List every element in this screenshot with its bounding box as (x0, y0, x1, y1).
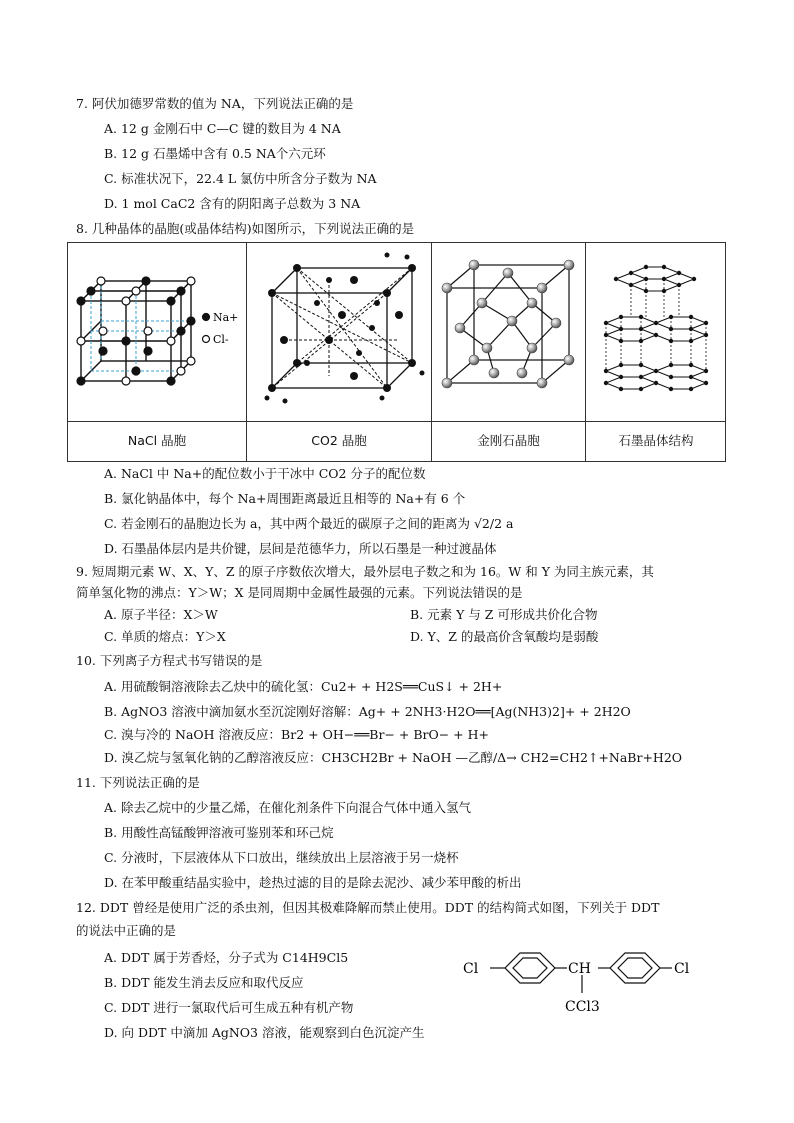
q9-option-a: A. 原子半径：X＞W (104, 607, 218, 622)
q8-option-c: C. 若金刚石的晶胞边长为 a，其中两个最近的碳原子之间的距离为 √2/2 a (104, 516, 514, 531)
q8-option-d: D. 石墨晶体层内是共价键，层间是范德华力，所以石墨是一种过渡晶体 (104, 541, 497, 556)
q11-option-d: D. 在苯甲酸重结晶实验中，趁热过滤的目的是除去泥沙、减少苯甲酸的析出 (104, 875, 522, 890)
ddt-cl-left: Cl (463, 961, 479, 977)
ddt-ch: CH (568, 961, 591, 977)
q8-option-a: A. NaCl 中 Na+的配位数小于干冰中 CO2 分子的配位数 (104, 466, 426, 481)
q7-option-d: D. 1 mol CaC2 含有的阴阳离子总数为 3 NA (104, 196, 361, 211)
q7-option-b: B. 12 g 石墨烯中含有 0.5 NA个六元环 (104, 146, 326, 161)
q9-stem-line2: 简单氢化物的沸点：Y＞W；X 是同周期中金属性最强的元素。下列说法错误的是 (76, 585, 523, 600)
q11-stem: 11. 下列说法正确的是 (76, 775, 200, 790)
q7-option-a: A. 12 g 金刚石中 C—C 键的数目为 4 NA (104, 121, 341, 136)
crystal-structure-figure (67, 242, 726, 462)
graphite-structure-diagram (586, 243, 726, 421)
q11-option-a: A. 除去乙烷中的少量乙烯，在催化剂条件下向混合气体中通入氢气 (104, 800, 471, 815)
q12-option-a: A. DDT 属于芳香烃，分子式为 C14H9Cl5 (104, 950, 349, 965)
caption-nacl: NaCl 晶胞 (127, 433, 187, 448)
q7-option-c: C. 标准状况下，22.4 L 氯仿中所含分子数为 NA (104, 171, 377, 186)
q10-option-d: D. 溴乙烷与氢氧化钠的乙醇溶液反应：CH3CH2Br + NaOH —乙醇/Δ→ CH2=CH2↑+NaBr+H2O (104, 750, 683, 765)
q10-option-c: C. 溴与冷的 NaOH 溶液反应：Br2 + OH−══Br− + BrO− + H+ (104, 727, 489, 742)
q12-option-d: D. 向 DDT 中滴加 AgNO3 溶液，能观察到白色沉淀产生 (104, 1025, 425, 1040)
q12-stem-line2: 的说法中正确的是 (76, 923, 177, 938)
q11-option-c: C. 分液时，下层液体从下口放出，继续放出上层溶液于另一烧杯 (104, 850, 459, 865)
q11-option-b: B. 用酸性高锰酸钾溶液可鉴别苯和环己烷 (104, 825, 334, 840)
ddt-cl-right: Cl (674, 961, 690, 977)
q9-option-d: D. Y、Z 的最高价含氧酸均是弱酸 (410, 629, 599, 644)
q8-option-b: B. 氯化钠晶体中，每个 Na+周围距离最近且相等的 Na+有 6 个 (104, 491, 466, 506)
q10-stem: 10. 下列离子方程式书写错误的是 (76, 653, 263, 668)
ddt-structure-diagram (455, 943, 715, 1023)
q9-option-b: B. 元素 Y 与 Z 可形成共价化合物 (410, 607, 598, 622)
q12-stem-line1: 12. DDT 曾经是使用广泛的杀虫剂，但因其极难降解而禁止使用。DDT 的结构简式如图，下列关于 DDT (76, 900, 660, 915)
q9-option-c: C. 单质的熔点：Y＞X (104, 629, 226, 644)
q10-option-b: B. AgNO3 溶液中滴加氨水至沉淀刚好溶解：Ag+ + 2NH3·H2O══[Ag(NH3)2]+ + 2H2O (104, 704, 631, 719)
caption-diamond: 金刚石晶胞 (477, 433, 540, 448)
nacl-legend-cl: Cl- (213, 333, 229, 346)
q7-stem: 7. 阿伏加德罗常数的值为 NA，下列说法正确的是 (76, 96, 354, 111)
caption-graphite: 石墨晶体结构 (618, 433, 694, 448)
q12-option-c: C. DDT 进行一氯取代后可生成五种有机产物 (104, 1000, 354, 1015)
q10-option-a: A. 用硫酸铜溶液除去乙炔中的硫化氢：Cu2+ + H2S══CuS↓ + 2H+ (104, 679, 503, 694)
q8-stem: 8. 几种晶体的晶胞(或晶体结构)如图所示，下列说法正确的是 (76, 221, 415, 236)
ddt-ccl3: CCl3 (565, 999, 600, 1015)
q12-option-b: B. DDT 能发生消去反应和取代反应 (104, 975, 304, 990)
nacl-legend-na: Na+ (213, 311, 239, 324)
q9-stem-line1: 9. 短周期元素 W、X、Y、Z 的原子序数依次增大，最外层电子数之和为 16。W 和 Y 为同主族元素，其 (76, 564, 654, 579)
nacl-unit-cell-diagram (68, 243, 246, 421)
diamond-unit-cell-diagram (432, 243, 585, 421)
co2-unit-cell-diagram (247, 243, 431, 421)
caption-co2: CO2 晶胞 (311, 433, 367, 448)
